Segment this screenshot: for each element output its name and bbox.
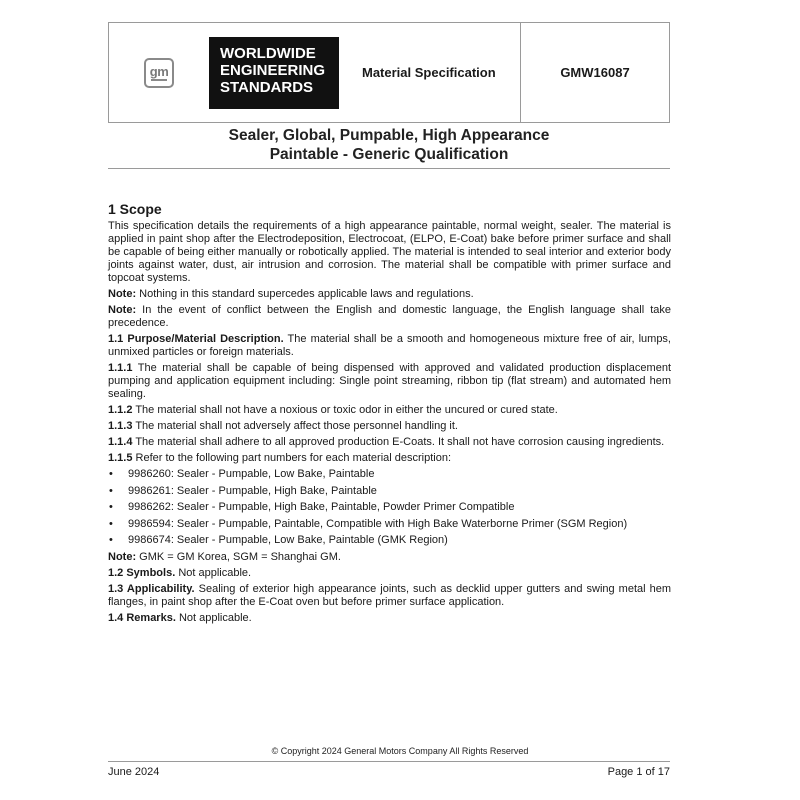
section-1-1-4: [108, 436, 671, 449]
doc-number: GMW16087: [560, 65, 630, 80]
bullet-icon: •: [109, 517, 113, 530]
section-text: The material shall be a smooth and homogeneous mixture free of air, lumps, unmixed particles or foreign materials.: [108, 333, 671, 358]
note-label: Note:: [108, 288, 137, 300]
list-item: [108, 468, 671, 481]
section-label: 1.3 Applicability.: [108, 582, 195, 595]
logo-cell: [109, 23, 209, 122]
section-1-1-1: [108, 362, 671, 401]
brand-line: STANDARDS: [220, 78, 314, 96]
section-1-2: [108, 567, 671, 580]
section-text: Refer to the following part numbers for each material description:: [132, 452, 452, 464]
brand-cell: [209, 23, 339, 122]
document-body: [108, 200, 671, 628]
section-text: The material shall not have a noxious or toxic odor in either the uncured or cured state.: [132, 404, 558, 416]
section-1-4: [108, 612, 671, 625]
part-entry: 9986261: Sealer - Pumpable, High Bake, Paintable: [128, 484, 377, 497]
section-label: 1.2 Symbols.: [108, 566, 176, 579]
note-laws: [108, 288, 671, 301]
section-heading-scope: 1 Scope: [108, 201, 162, 217]
note-text: GMK = GM Korea, SGM = Shanghai GM.: [136, 550, 341, 563]
section-label: 1.1.1: [108, 362, 133, 374]
section-1-1-2: [108, 404, 671, 417]
part-number-list: [108, 468, 671, 547]
bullet-icon: •: [109, 468, 113, 480]
bullet-icon: •: [109, 501, 113, 513]
section-text: The material shall not adversely affect those personnel handling it.: [132, 420, 458, 432]
gm-logo-icon: gm: [144, 58, 174, 88]
copyright-notice: © Copyright 2024 General Motors Company All Rights Reserved: [271, 746, 529, 756]
note-abbreviations: [108, 551, 671, 564]
section-1-1: [108, 333, 671, 359]
note-label: Note:: [108, 550, 137, 563]
section-1-1-3: [108, 420, 671, 433]
title-line-2: Paintable - Generic Qualification: [269, 146, 509, 163]
section-label: 1.1 Purpose/Material Description.: [108, 333, 284, 345]
note-text: In the event of conflict between the English and domestic language, the English language shall take precedence.: [108, 304, 671, 329]
section-1-1-5: [108, 452, 671, 465]
note-language: [108, 304, 671, 330]
note-text: Nothing in this standard supercedes applicable laws and regulations.: [136, 288, 474, 300]
part-entry: 9986594: Sealer - Pumpable, Paintable, Compatible with High Bake Waterborne Primer (SGM Region): [128, 517, 628, 530]
page-title: [108, 126, 670, 164]
part-entry: 9986674: Sealer - Pumpable, Low Bake, Paintable (GMK Region): [128, 534, 448, 546]
section-label: 1.1.3: [108, 420, 133, 432]
list-item: [108, 501, 671, 514]
brand-line: WORLDWIDE: [220, 44, 316, 62]
footer-date: June 2024: [108, 766, 160, 778]
brand-line: ENGINEERING: [220, 61, 326, 79]
section-text: Sealing of exterior high appearance joints, such as decklid upper gutters and swing metal hem flanges, in paint shop after the E-Coat oven but before primer surface application.: [108, 582, 672, 608]
list-item: [108, 534, 671, 547]
section-text: Not applicable.: [175, 611, 252, 624]
bullet-icon: •: [109, 484, 113, 497]
section-1-3: [108, 583, 671, 609]
section-label: 1.4 Remarks.: [108, 611, 176, 624]
bullet-icon: •: [109, 534, 113, 546]
section-label: 1.1.2: [108, 404, 133, 416]
section-text: Not applicable.: [175, 566, 252, 579]
title-line-1: Sealer, Global, Pumpable, High Appearance: [228, 127, 550, 144]
section-text: The material shall be capable of being dispensed with approved and validated production displacement pumping and application equipment including: Single point streaming, ribbon tip (flat stream) and automated hem sealing.: [108, 362, 671, 400]
section-label: 1.1.4: [108, 436, 133, 448]
doc-type: Material Specification: [339, 23, 521, 122]
note-label: Note:: [108, 304, 137, 316]
list-item: [108, 518, 671, 531]
section-label: 1.1.5: [108, 452, 133, 464]
footer-divider: [108, 761, 670, 762]
part-entry: 9986260: Sealer - Pumpable, Low Bake, Paintable: [128, 468, 375, 480]
title-divider: [108, 168, 670, 169]
document-header: [108, 22, 670, 123]
part-entry: 9986262: Sealer - Pumpable, High Bake, Paintable, Powder Primer Compatible: [128, 501, 515, 513]
scope-intro: This specification details the requirements of a high appearance paintable, normal weight, sealer. The material is applied in paint shop after the Electrodeposition, Electrocoat, (ELPO, E-Coat) bake before primer surface and shall be capable of being either manually or robotically applied. The material is intended to seal interior and exterior body joints against water, dust, air intrusion and corrosion. The material shall be compatible with primer surface and topcoat systems.: [108, 220, 671, 284]
worldwide-engineering-standards-badge: [209, 37, 339, 109]
list-item: [108, 485, 671, 498]
section-text: The material shall adhere to all approved production E-Coats. It shall not have corrosion causing ingredients.: [132, 436, 665, 448]
page-number: Page 1 of 17: [607, 766, 670, 778]
